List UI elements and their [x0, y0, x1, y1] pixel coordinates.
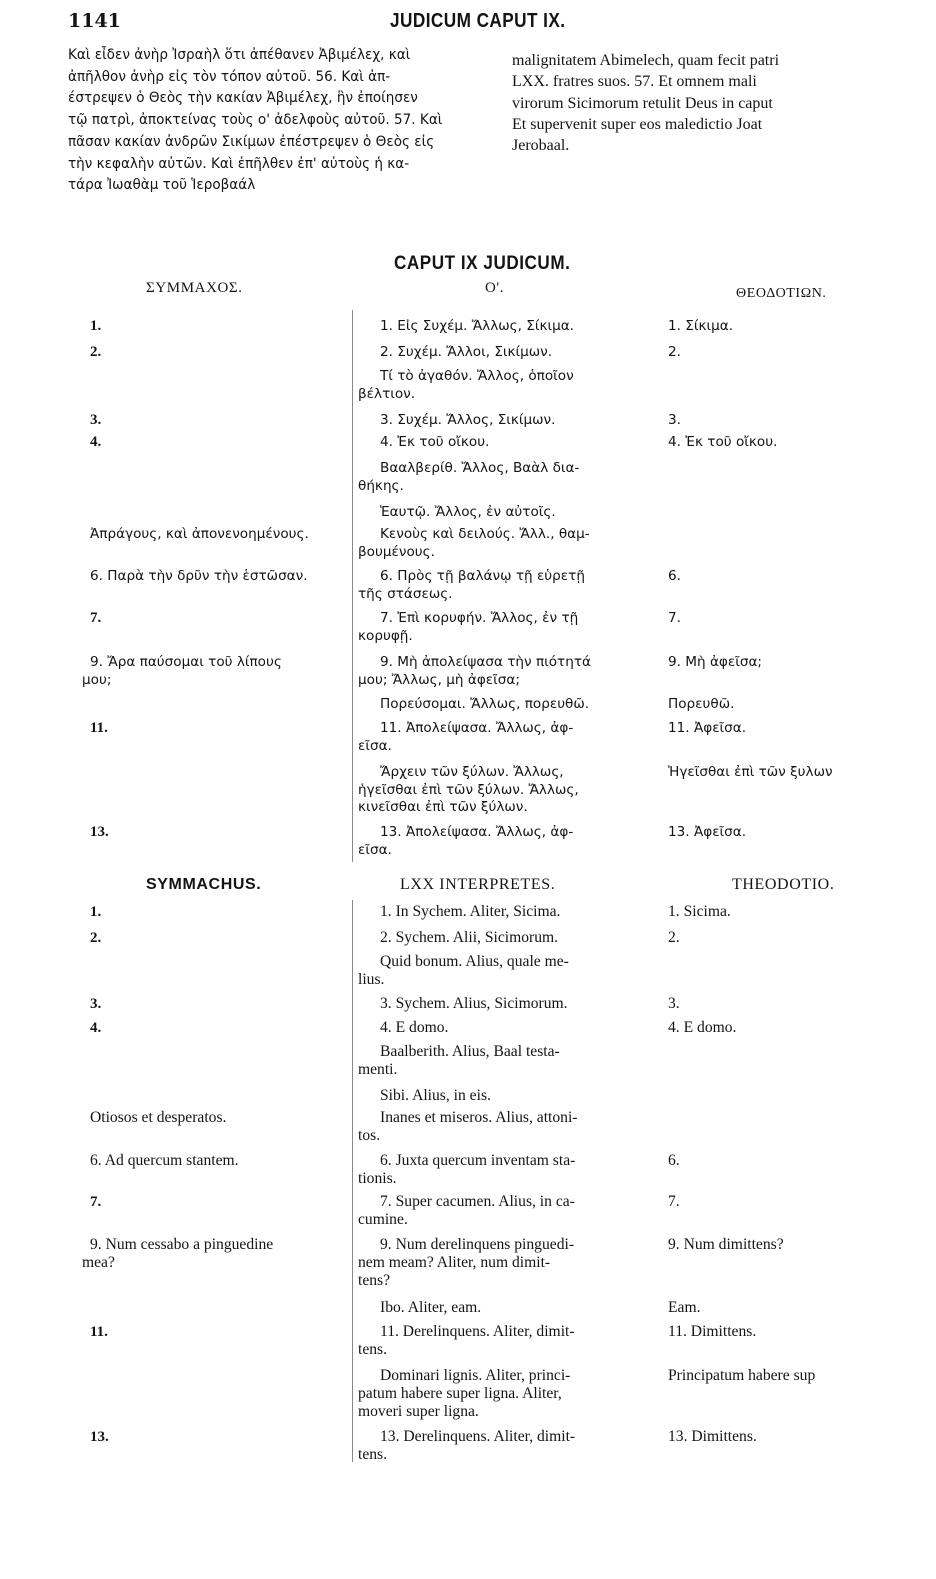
cell-line: moveri super ligna. — [358, 1403, 479, 1420]
cell-line: 9. Num dimittens? — [668, 1236, 784, 1253]
cell-line: 13. — [90, 824, 109, 840]
symmachus-cell — [90, 1193, 101, 1211]
theodotion-cell — [668, 568, 681, 586]
lxx-cell — [380, 318, 574, 336]
greek-text-line: ἀπῆλθον ἀνὴρ εἰς τὸν τόπον αὐτοῦ. 56. Καὶ ἀπ- — [68, 67, 391, 85]
theodotion-cell — [668, 764, 833, 782]
lxx-cell — [380, 929, 558, 947]
theodotion-cell — [668, 1367, 815, 1385]
cell-line: 4. E domo. — [380, 1019, 449, 1036]
greek-header-symmachus: ΣΥΜΜΑΧΟΣ. — [146, 280, 243, 296]
cell-line: εῖσα. — [358, 841, 392, 858]
cell-line: Dominari lignis. Aliter, princi- — [380, 1367, 571, 1384]
theodotion-cell — [668, 1299, 700, 1317]
cell-line: 4. — [90, 1020, 102, 1036]
cell-line: 2. Συχέμ. Ἄλλοι, Σικίμων. — [380, 344, 553, 360]
cell-line: 2. — [668, 929, 680, 946]
cell-line: 9. Num cessabo a pinguedine — [90, 1236, 274, 1253]
cell-line: 4. E domo. — [668, 1019, 737, 1036]
lxx-cell — [358, 953, 569, 989]
cell-line: 9. Μὴ ἀφεῖσα; — [668, 654, 762, 670]
cell-line: 1. Sicima. — [668, 903, 731, 920]
cell-line: 4. — [90, 434, 102, 450]
theodotion-cell — [668, 696, 734, 714]
greek-header-theodotion: ΘΕΟΔΟΤΙΩΝ. — [736, 286, 827, 301]
cell-line: Πορεύσομαι. Ἄλλως, πορευθῶ. — [380, 696, 590, 712]
symmachus-cell — [82, 654, 282, 689]
lxx-cell — [358, 1043, 560, 1079]
cell-line: κινεῖσθαι ἐπὶ τῶν ξύλων. — [358, 799, 528, 816]
cell-line: 7. Super cacumen. Alius, in ca- — [380, 1193, 575, 1210]
lxx-cell — [358, 764, 579, 817]
symmachus-cell — [90, 903, 101, 921]
lxx-cell — [358, 1236, 575, 1290]
greek-table-rule — [352, 310, 353, 862]
cell-line: Ἑαυτῷ. Ἄλλος, ἐν αὐτοῖς. — [380, 504, 556, 520]
greek-text-line: τὴν κεφαλὴν αὐτῶν. Καὶ ἐπῆλθεν ἐπ' αὐτοὺς ἡ κα- — [68, 154, 410, 172]
cell-line: Otiosos et desperatos. — [90, 1109, 227, 1126]
cell-line: κορυφῇ. — [358, 627, 413, 644]
theodotion-cell — [668, 1428, 757, 1446]
theodotion-cell — [668, 1152, 680, 1170]
theodotion-cell — [668, 1236, 784, 1254]
cell-line: Πορευθῶ. — [668, 696, 735, 712]
cell-line: Quid bonum. Alius, quale me- — [380, 953, 569, 970]
theodotion-cell — [668, 318, 733, 336]
page-number: 1141 — [68, 10, 121, 32]
cell-line: 13. Derelinquens. Aliter, dimit- — [380, 1428, 576, 1445]
symmachus-cell — [90, 1019, 101, 1037]
cell-line: Ἡγεῖσθαι ἐπὶ τῶν ξυλων — [668, 764, 833, 780]
theodotion-cell — [668, 610, 681, 628]
cell-line: 13. Ἀφεῖσα. — [668, 824, 747, 840]
symmachus-cell — [90, 1152, 239, 1170]
cell-line: τῆς στάσεως. — [358, 585, 453, 602]
cell-line: 4. Ἐκ τοῦ οἴκου. — [668, 434, 778, 450]
cell-line: 6. Juxta quercum inventam sta- — [380, 1152, 576, 1169]
lxx-cell — [380, 1087, 491, 1105]
cell-line: 11. — [90, 1324, 108, 1340]
cell-line: Inanes et miseros. Alius, attoni- — [380, 1109, 578, 1126]
cell-line: 13. — [90, 1429, 109, 1445]
greek-text-line: πᾶσαν κακίαν ἀνδρῶν Σικίμων ἐπέστρεψεν ὁ Θεὸς εἰς — [68, 132, 435, 150]
cell-line: 2. — [668, 344, 681, 360]
lxx-cell — [358, 720, 574, 755]
symmachus-cell — [90, 929, 101, 947]
theodotion-cell — [668, 654, 762, 672]
symmachus-cell — [90, 610, 101, 628]
symmachus-cell — [90, 434, 101, 452]
theodotion-cell — [668, 995, 680, 1013]
cell-line: 11. Derelinquens. Aliter, dimit- — [380, 1323, 575, 1340]
cell-line: 13. Dimittens. — [668, 1428, 757, 1445]
cell-line: 2. — [90, 930, 102, 946]
lxx-cell — [380, 412, 555, 430]
cell-line: 7. — [668, 1193, 680, 1210]
cell-line: 1. — [90, 318, 102, 334]
lxx-cell — [358, 368, 574, 403]
cell-line: tionis. — [358, 1170, 397, 1187]
cell-line: menti. — [358, 1061, 398, 1078]
symmachus-cell — [90, 720, 108, 738]
greek-text-line: Καὶ εἶδεν ἀνὴρ Ἰσραὴλ ὅτι ἀπέθανεν Ἀβιμέλεχ, καὶ — [68, 46, 411, 63]
latin-header-lxx: LXX INTERPRETES. — [400, 876, 556, 893]
cell-line: 6. Παρὰ τὴν δρῦν τὴν ἑστῶσαν. — [90, 568, 308, 584]
latin-text-line: LXX. fratres suos. 57. Et omnem mali — [512, 73, 757, 91]
cell-line: 4. Ἐκ τοῦ οἴκου. — [380, 434, 490, 450]
symmachus-cell — [82, 1236, 274, 1272]
symmachus-cell — [90, 995, 101, 1013]
theodotion-cell — [668, 412, 681, 430]
cell-line: 3. — [668, 412, 681, 428]
cell-line: 2. Sychem. Alii, Sicimorum. — [380, 929, 559, 946]
theodotion-cell — [668, 903, 731, 921]
lxx-cell — [380, 504, 556, 522]
theodotion-cell — [668, 1193, 680, 1211]
cell-line: Eam. — [668, 1299, 701, 1316]
latin-table-rule — [352, 900, 353, 1462]
cell-line: tens? — [358, 1272, 391, 1289]
cell-line: 2. — [90, 344, 102, 360]
cell-line: Τί τὸ ἀγαθόν. Ἄλλος, ὁποῖον — [380, 368, 574, 384]
cell-line: 11. — [90, 720, 108, 736]
cell-line: ἡγεῖσθαι ἐπὶ τῶν ξύλων. Ἄλλως, — [358, 781, 579, 798]
greek-text-line: τάρα Ἰωαθὰμ τοῦ Ἱεροβαάλ — [68, 176, 256, 194]
cell-line: 6. — [668, 1152, 680, 1169]
symmachus-cell — [90, 1109, 226, 1127]
cell-line: Ἀπράγους, καὶ ἀπονενοημένους. — [90, 526, 309, 542]
cell-line: βουμένους. — [358, 543, 435, 560]
greek-header-lxx: Ο'. — [485, 280, 505, 296]
lxx-cell — [358, 1323, 575, 1359]
latin-text-line: malignitatem Abimelech, quam fecit patri — [512, 52, 780, 69]
theodotion-cell — [668, 1019, 736, 1037]
lxx-cell — [358, 526, 590, 561]
cell-line: 3. Συχέμ. Ἄλλος, Σικίμων. — [380, 412, 556, 428]
lxx-cell — [380, 995, 568, 1013]
lxx-cell — [358, 1152, 576, 1188]
cell-line: tos. — [358, 1127, 381, 1144]
cell-line: Ibo. Aliter, eam. — [380, 1299, 482, 1316]
symmachus-cell — [90, 412, 101, 430]
lxx-cell — [380, 1299, 481, 1317]
lxx-cell — [358, 654, 591, 689]
theodotion-cell — [668, 929, 680, 947]
cell-line: 3. — [668, 995, 680, 1012]
cell-line: 11. Dimittens. — [668, 1323, 757, 1340]
symmachus-cell — [90, 1323, 108, 1341]
cell-line: lius. — [358, 971, 385, 988]
lxx-cell — [380, 696, 589, 714]
theodotion-cell — [668, 344, 681, 362]
lxx-cell — [380, 344, 552, 362]
cell-line: 3. — [90, 412, 102, 428]
lxx-cell — [380, 903, 560, 921]
cell-line: 3. — [90, 996, 102, 1012]
cell-line: θήκης. — [358, 477, 404, 494]
lxx-cell — [358, 824, 574, 859]
lxx-cell — [380, 434, 489, 452]
cell-line: 3. Sychem. Alius, Sicimorum. — [380, 995, 568, 1012]
theodotion-cell — [668, 720, 746, 738]
cell-line: 7. — [90, 610, 102, 626]
lxx-cell — [358, 1109, 578, 1145]
cell-line: 1. Σίκιμα. — [668, 318, 734, 334]
lxx-cell — [380, 1019, 448, 1037]
lxx-cell — [358, 568, 585, 603]
cell-line: 9. Num derelinquens pinguedi- — [380, 1236, 575, 1253]
lxx-cell — [358, 460, 580, 495]
lxx-cell — [358, 1428, 576, 1464]
lxx-cell — [358, 610, 579, 645]
cell-line: nem meam? Aliter, num dimit- — [358, 1254, 551, 1271]
cell-line: mea? — [82, 1254, 115, 1271]
cell-line: μου; Ἄλλως, μὴ ἀφεῖσα; — [358, 671, 520, 688]
cell-line: tens. — [358, 1341, 388, 1358]
cell-line: cumine. — [358, 1211, 408, 1228]
lxx-cell — [358, 1193, 575, 1229]
top-latin-text — [512, 50, 932, 156]
theodotion-cell — [668, 434, 777, 452]
cell-line: 11. Ἀφεῖσα. — [668, 720, 747, 736]
cell-line: Principatum habere sup — [668, 1367, 816, 1384]
cell-line: βέλτιον. — [358, 385, 416, 402]
symmachus-cell — [90, 344, 101, 362]
cell-line: 1. In Sychem. Aliter, Sicima. — [380, 903, 561, 920]
symmachus-cell — [90, 318, 101, 336]
cell-line: μου; — [82, 671, 112, 688]
section-title: CAPUT IX JUDICUM. — [394, 253, 571, 274]
cell-line: 7. — [668, 610, 681, 626]
cell-line: Ἄρχειν τῶν ξύλων. Ἄλλως, — [380, 764, 564, 780]
cell-line: 13. Ἀπολείψασα. Ἄλλως, ἀφ- — [380, 824, 574, 840]
cell-line: patum habere super ligna. Aliter, — [358, 1385, 562, 1402]
theodotion-cell — [668, 1323, 756, 1341]
cell-line: 11. Ἀπολείψασα. Ἄλλως, ἀφ- — [380, 720, 574, 736]
lxx-cell — [358, 1367, 571, 1421]
cell-line: 9. Μὴ ἀπολείψασα τὴν πιότητά — [380, 654, 591, 670]
cell-line: 1. — [90, 904, 102, 920]
greek-text-line: έστρεψεν ὁ Θεὸς τὴν κακίαν Ἀβιμέλεχ, ἣν ἐποίησεν — [68, 89, 418, 107]
latin-header-symmachus: SYMMACHUS. — [146, 876, 262, 893]
latin-header-theodotion: THEODOTIO. — [732, 876, 835, 893]
cell-line: Baalberith. Alius, Baal testa- — [380, 1043, 560, 1060]
latin-text-line: Jerobaal. — [512, 137, 570, 155]
latin-text-line: virorum Sicimorum retulit Deus in caput — [512, 94, 773, 112]
symmachus-cell — [90, 568, 308, 586]
cell-line: εῖσα. — [358, 737, 392, 754]
cell-line: 6. Ad quercum stantem. — [90, 1152, 239, 1169]
cell-line: Sibi. Alius, in eis. — [380, 1087, 491, 1104]
cell-line: 7. Ἐπὶ κορυφήν. Ἄλλος, ἐν τῇ — [380, 610, 579, 626]
cell-line: 1. Εἰς Συχέμ. Ἄλλως, Σίκιμα. — [380, 318, 575, 334]
cell-line: 7. — [90, 1194, 102, 1210]
cell-line: 6. Πρὸς τῇ βαλάνῳ τῇ εὑρετῇ — [380, 568, 585, 584]
theodotion-cell — [668, 824, 746, 842]
cell-line: Βααλβερίθ. Ἄλλος, Βαὰλ δια- — [380, 460, 580, 476]
symmachus-cell — [90, 1428, 109, 1446]
symmachus-cell — [90, 526, 309, 544]
top-greek-text — [68, 44, 498, 196]
cell-line: Κενοὺς καὶ δειλούς. Ἄλλ., θαμ- — [380, 526, 590, 542]
latin-text-line: Et supervenit super eos maledictio Joat — [512, 115, 763, 133]
symmachus-cell — [90, 824, 109, 842]
running-title: JUDICUM CAPUT IX. — [390, 10, 566, 32]
cell-line: 6. — [668, 568, 681, 584]
greek-text-line: τῷ πατρὶ, ἀποκτείνας τοὺς ο' ἀδελφοὺς αὐτοῦ. 57. Καὶ — [68, 111, 443, 129]
cell-line: 9. Ἄρα παύσομαι τοῦ λίπους — [90, 654, 282, 670]
cell-line: tens. — [358, 1446, 388, 1463]
